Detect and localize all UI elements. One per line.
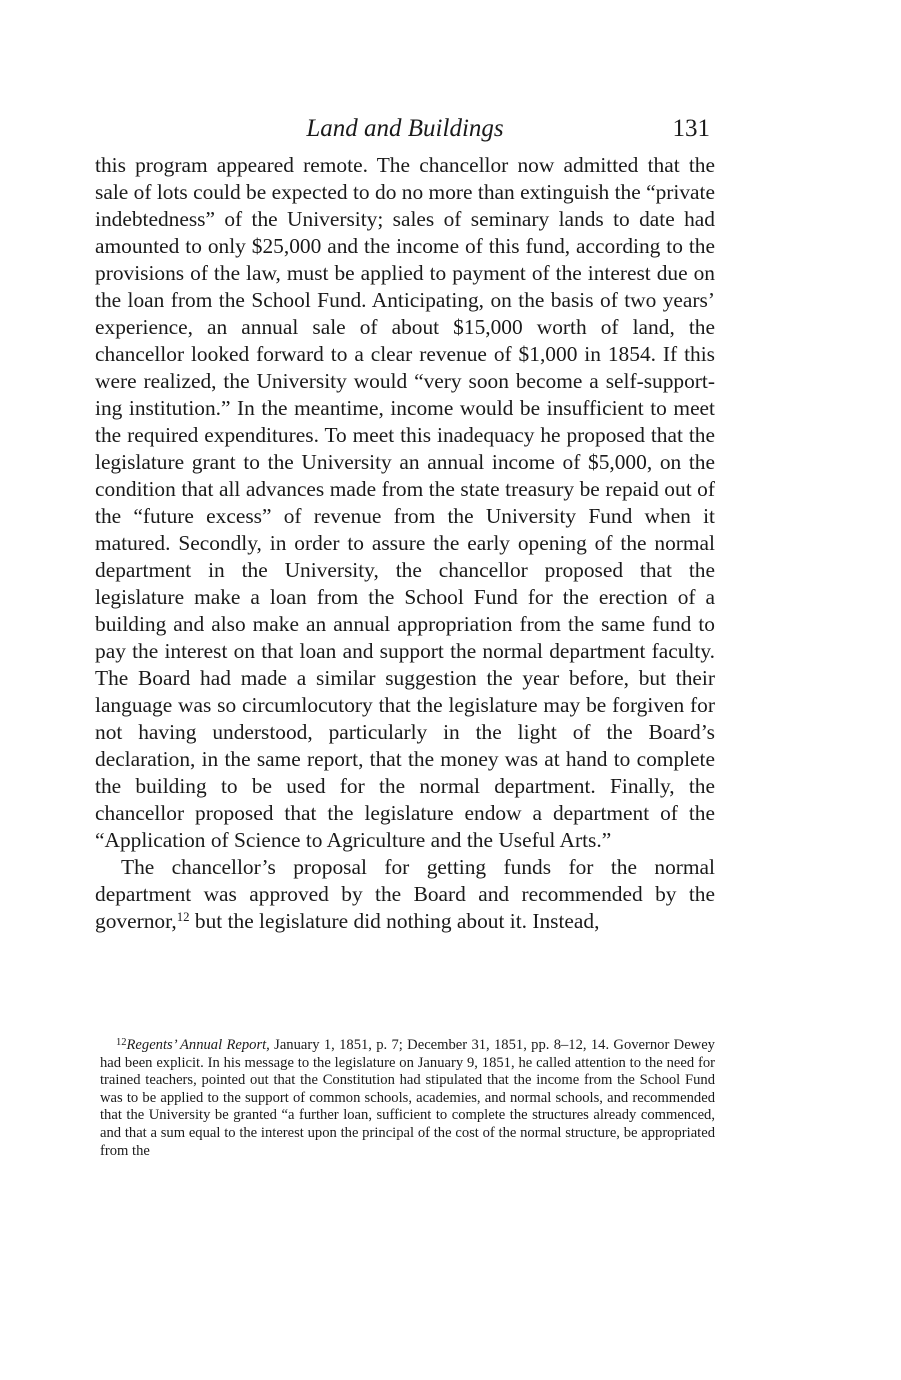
paragraph-1: this program appeared remote. The chancellor now admitted that the sale of lots could be expected to do no more than extinguish the “private indebtedness” of the University; sales of seminary lands to date had amounted to only $25,000 and the income of this fund, according to the provisions of the law, must be applied to payment of the interest due on the loan from the School Fund. Anticipating, on the basis of two years’ experience, an annual sale of about $15,000 worth of land, the chancellor looked forward to a clear revenue of $1,000 in 1854. If this were realized, the University would “very soon become a self-supporting institution.” In the meantime, income would be insufficient to meet the required expenditures. To meet this inadequacy he proposed that the legislature grant to the University an annual income of $5,000, on the condition that all advances made from the state treasury be repaid out of the “future excess” of revenue from the University Fund when it matured. Secondly, in order to assure the early opening of the normal department in the University, the chancellor proposed that the legislature make a loan from the School Fund for the erection of a building and also make an annual appropriation from the same fund to pay the interest on that loan and support the normal department faculty. The Board had made a similar suggestion the year before, but their language was so circumlocutory that the legislature may be forgiven for not having understood, particularly in the light of the Board’s declaration, in the same report, that the money was at hand to complete the building to be used for the normal department. Finally, the chancellor proposed that the legislature endow a department of the “Application of Science to Agriculture and the Useful Arts.” [95,153,715,852]
page-number: 131 [672,115,710,142]
body-text [95,152,715,935]
page-header [95,112,715,146]
paragraph-2 [95,854,715,935]
footnote-12 [100,1037,715,1160]
running-head: Land and Buildings [306,115,504,142]
paragraph-2-text: The chancellor’s proposal for getting funds for the normal department was approved by the Board and recommended by the governor, [95,855,715,933]
paragraph-2-text-continued: but the legislature did nothing about it. Instead, [189,909,600,933]
footnote-reference: 12 [176,909,190,924]
footnotes [100,1037,715,1160]
footnote-number: 12 [116,1036,127,1048]
footnote-source-title: Regents’ Annual Report, [126,1037,270,1053]
footnote-text: January 1, 1851, p. 7; December 31, 1851, pp. 8–12, 14. Governor Dewey had been explicit. In his message to the legislature on January 9, 1851, he called attention to the need for trained teachers, pointed out that the Constitution had stipulated that the income from the School Fund was to be applied to the support of common schools, academies, and normal schools, and recommended that the University be granted “a further loan, sufficient to complete the structures already commenced, and that a sum equal to the interest upon the principal of the cost of the normal structure, be appropriated from the [100,1037,715,1159]
